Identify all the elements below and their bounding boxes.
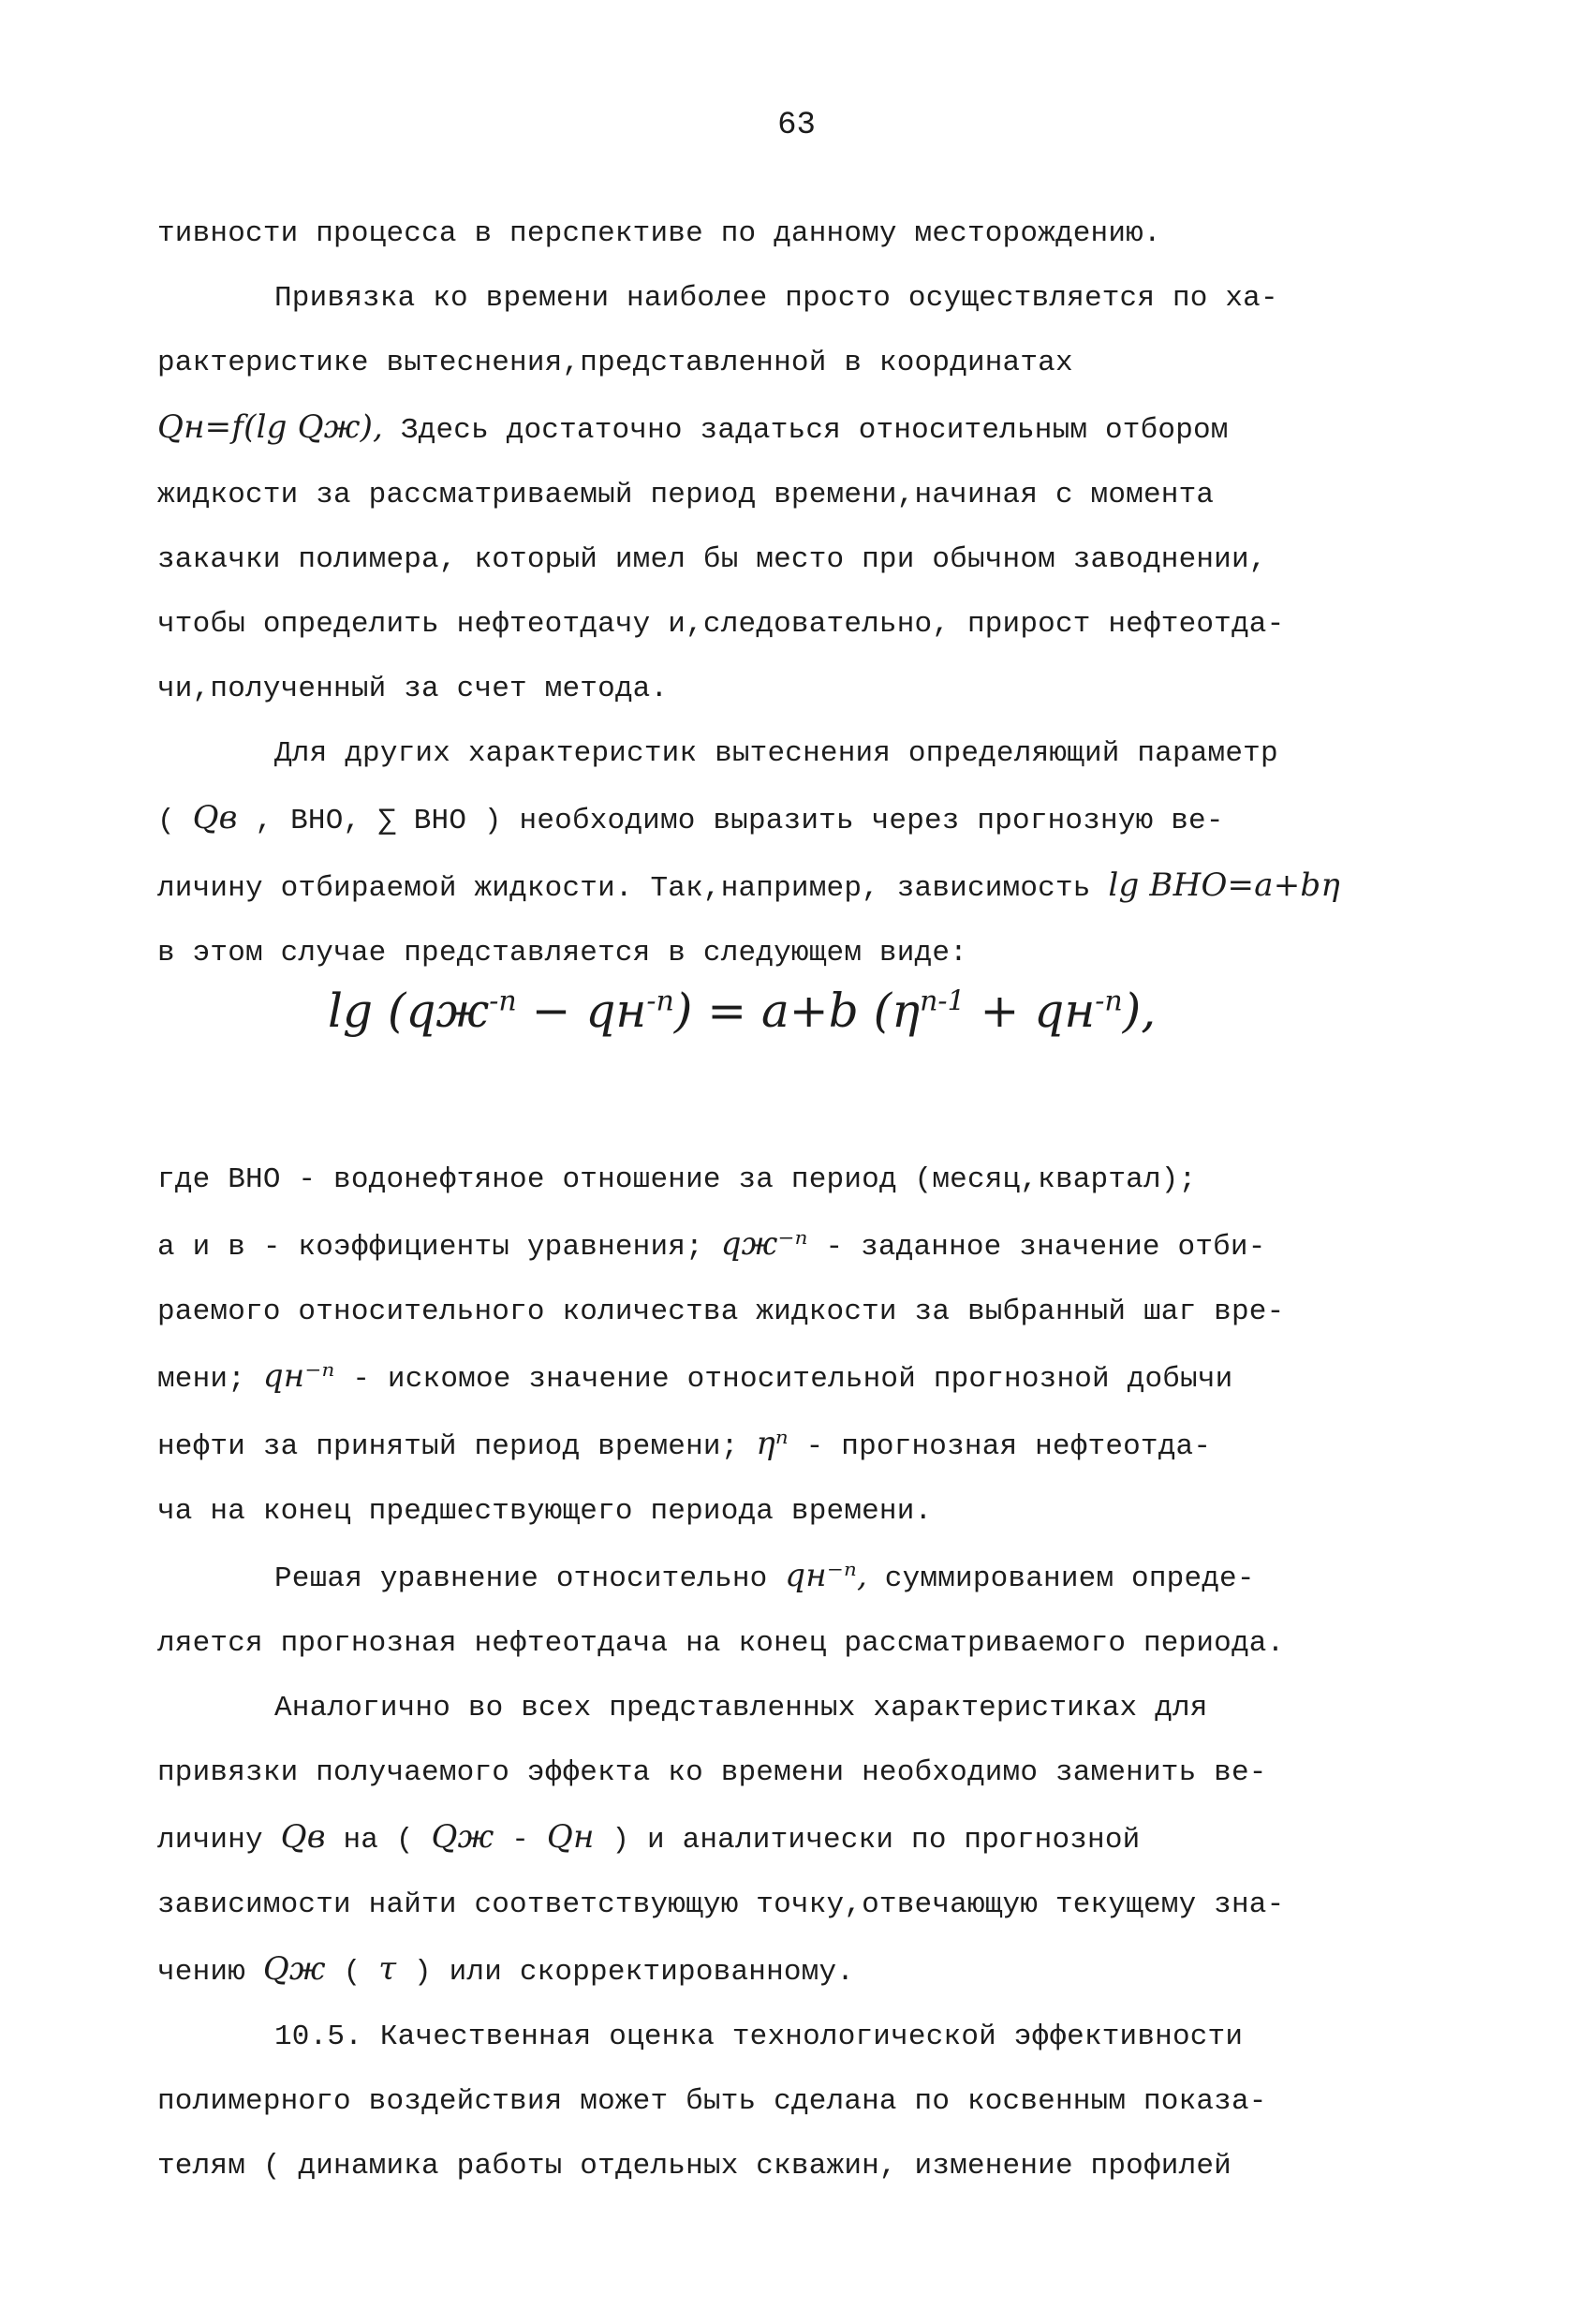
line-text: - — [494, 1824, 547, 1857]
handwritten-symbol: qн⁻ⁿ — [262, 1357, 335, 1395]
paragraph-line: закачки полимера, который имел бы место при обычном заводнении, — [157, 543, 1267, 576]
paragraph-line: чтобы определить нефтеотдачу и,следовательно, прирост нефтеотда- — [157, 608, 1285, 641]
handwritten-formula: lg ВНО=a+bη — [1108, 866, 1340, 904]
paragraph-line: полимерного воздействия может быть сделана по косвенным показа- — [157, 2085, 1267, 2118]
paragraph-line — [157, 1544, 1431, 1611]
paragraph-line: телям ( динамика работы отдельных скважин, изменение профилей — [157, 2150, 1232, 2183]
text-block-lower — [157, 1147, 1431, 2198]
line-text: - искомое значение относительной прогнозной добычи — [334, 1363, 1233, 1396]
paragraph-line: ляется прогнозная нефтеотдача на конец рассматриваемого периода. — [157, 1627, 1285, 1660]
line-text: личину — [157, 1824, 281, 1857]
line-text: - прогнозная нефтеотда- — [788, 1430, 1212, 1463]
line-text: ) или скорректированному. — [396, 1956, 855, 1989]
paragraph-line: Аналогично во всех представленных характеристиках для — [274, 1692, 1208, 1724]
handwritten-symbol: τ — [378, 1950, 397, 1988]
handwritten-symbol: Qж — [431, 1818, 494, 1856]
paragraph-line: рактеристике вытеснения,представленной в координатах — [157, 347, 1073, 379]
handwritten-symbol: qж⁻ⁿ — [720, 1225, 808, 1263]
paragraph-line: Для других характеристик вытеснения определяющий параметр — [274, 737, 1278, 770]
line-text: на ( — [325, 1824, 432, 1857]
paragraph-line — [157, 1344, 1431, 1412]
formula-part: − qн — [516, 984, 647, 1038]
paragraph-line — [157, 1937, 1431, 2005]
paragraph-line: привязки получаемого эффекта ко времени необходимо заменить ве- — [157, 1756, 1267, 1789]
formula-superscript: -n — [646, 984, 674, 1018]
paragraph-line: раемого относительного количества жидкости за выбранный шаг вре- — [157, 1295, 1285, 1328]
formula-superscript: -n — [1095, 984, 1123, 1018]
paragraph-line: где ВНО - водонефтяное отношение за период (месяц,квартал); — [157, 1163, 1197, 1196]
paragraph-line: ча на конец предшествующего периода времени. — [157, 1495, 933, 1528]
paragraph-line: Привязка ко времени наиболее просто осуществляется по ха- — [274, 282, 1278, 315]
handwritten-symbol: ηⁿ — [756, 1425, 789, 1462]
paragraph-line — [157, 853, 1431, 921]
line-text: ( — [157, 805, 193, 837]
paragraph-line: зависимости найти соответствующую точку,отвечающую текущему зна- — [157, 1888, 1285, 1921]
line-text: Здесь достаточно задаться относительным отбором — [383, 414, 1229, 447]
line-text: мени; — [157, 1363, 263, 1396]
line-text: , ВНО, ∑ ВНО ) необходимо выразить через прогнозную ве- — [237, 805, 1224, 837]
paragraph-line — [157, 1412, 1431, 1479]
paragraph-line: чи,полученный за счет метода. — [157, 673, 669, 705]
line-text: а и в - коэффициенты уравнения; — [157, 1231, 721, 1264]
paragraph-line — [157, 1212, 1431, 1280]
line-text: ( — [325, 1956, 379, 1989]
line-text: ) и аналитически по прогнозной — [594, 1824, 1141, 1857]
formula-part: ) = a+b (η — [673, 984, 921, 1038]
formula-part: lg (qж — [328, 984, 490, 1038]
handwritten-symbol: Qв — [192, 799, 238, 836]
handwritten-symbol: Qв — [280, 1818, 326, 1856]
paragraph-line: жидкости за рассматриваемый период времени,начиная с момента — [157, 479, 1215, 511]
handwritten-symbol: Qн — [546, 1818, 595, 1856]
formula-superscript: n-1 — [920, 984, 966, 1018]
handwritten-symbol: qн⁻ⁿ, — [785, 1557, 867, 1594]
formula-part: ), — [1122, 984, 1157, 1038]
line-text: - заданное значение отби- — [807, 1231, 1266, 1264]
paragraph-line: тивности процесса в перспективе по данному месторождению. — [157, 217, 1161, 250]
text-block-upper — [157, 201, 1431, 985]
display-formula — [328, 984, 1156, 1038]
paragraph-line: в этом случае представляется в следующем виде: — [157, 937, 967, 970]
line-text: суммированием опреде- — [867, 1562, 1255, 1595]
line-text: чению — [157, 1956, 263, 1989]
formula-part: + qн — [965, 984, 1096, 1038]
paragraph-line — [157, 786, 1431, 853]
page-number: 63 — [777, 108, 816, 143]
formula-superscript: -n — [489, 984, 517, 1018]
handwritten-formula: Qн=f(lg Qж), — [157, 408, 384, 446]
line-text: нефти за принятый период времени; — [157, 1430, 757, 1463]
paragraph-line — [157, 395, 1431, 463]
paragraph-line — [157, 1805, 1431, 1873]
handwritten-symbol: Qж — [262, 1950, 326, 1988]
section-heading-line: 10.5. Качественная оценка технологической эффективности — [274, 2021, 1244, 2053]
line-text: личину отбираемой жидкости. Так,например, зависимость — [157, 872, 1109, 905]
line-text: Решая уравнение относительно — [274, 1562, 786, 1595]
